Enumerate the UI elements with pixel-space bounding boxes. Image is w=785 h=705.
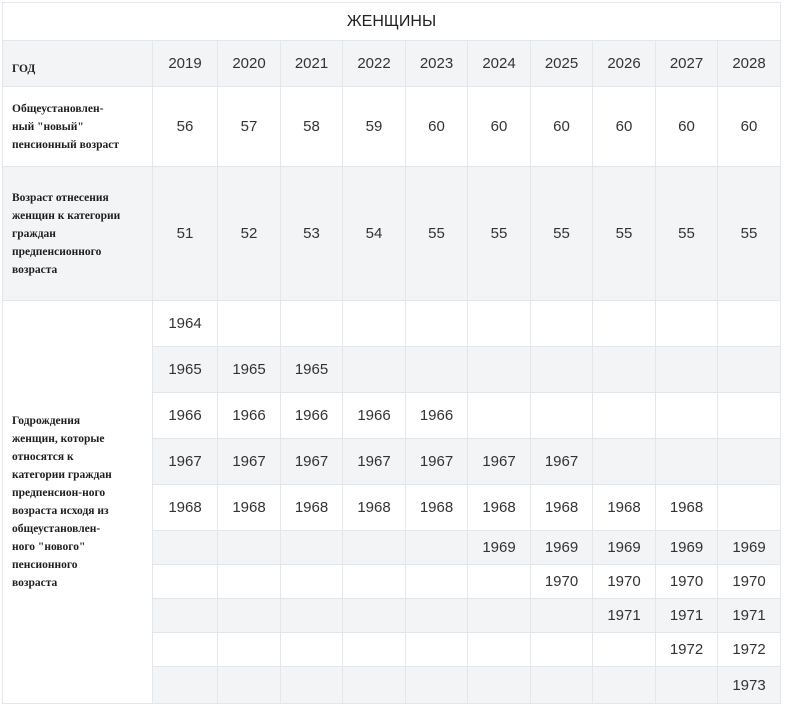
birth-year-cell (218, 633, 281, 667)
pension-age-cell: 57 (218, 87, 281, 167)
pension-age-label (3, 87, 153, 167)
pre-pension-age-cell: 55 (406, 167, 468, 301)
birth-year-cell: 1969 (718, 531, 781, 565)
birth-year-cell: 1967 (468, 439, 531, 485)
birth-years-label-line: пенсионного (12, 559, 78, 571)
birth-year-cell (531, 633, 593, 667)
birth-year-cell (153, 531, 218, 565)
birth-year-cell (218, 599, 281, 633)
birth-year-cell (593, 667, 656, 704)
birth-year-cell (531, 667, 593, 704)
birth-year-cell (593, 439, 656, 485)
pension-age-cell: 56 (153, 87, 218, 167)
birth-year-cell: 1969 (593, 531, 656, 565)
birth-year-cell (718, 485, 781, 531)
year-header-cell: 2028 (718, 41, 781, 87)
birth-year-cell (656, 667, 718, 704)
birth-year-cell (406, 301, 468, 347)
birth-year-cell (343, 667, 406, 704)
birth-year-cell (468, 393, 531, 439)
birth-year-cell: 1967 (281, 439, 343, 485)
birth-year-cell (281, 599, 343, 633)
birth-years-label-line: возраста исходя из (12, 505, 109, 517)
birth-year-cell (218, 531, 281, 565)
pension-table (2, 2, 781, 704)
birth-year-cell: 1968 (218, 485, 281, 531)
birth-years-label (3, 301, 153, 704)
pension-table-container (2, 2, 781, 704)
pre-pension-age-label (3, 167, 153, 301)
birth-year-cell: 1968 (281, 485, 343, 531)
birth-year-cell: 1972 (718, 633, 781, 667)
pre-pension-age-label-line: возраста (12, 263, 58, 276)
birth-year-cell: 1971 (718, 599, 781, 633)
pre-pension-age-cell: 55 (468, 167, 531, 301)
pension-age-cell: 60 (406, 87, 468, 167)
birth-year-cell (343, 301, 406, 347)
pre-pension-age-cell: 55 (531, 167, 593, 301)
pre-pension-age-cell: 54 (343, 167, 406, 301)
birth-year-cell: 1967 (531, 439, 593, 485)
birth-year-cell: 1968 (656, 485, 718, 531)
pension-age-cell: 60 (468, 87, 531, 167)
birth-year-cell (153, 633, 218, 667)
pre-pension-age-label-line: женщин к категории (12, 209, 121, 222)
pension-age-row (3, 87, 781, 167)
birth-year-cell (656, 393, 718, 439)
pre-pension-age-cell: 55 (718, 167, 781, 301)
birth-year-cell (468, 633, 531, 667)
pension-age-cell: 60 (531, 87, 593, 167)
birth-year-cell (718, 347, 781, 393)
year-header-cell: 2024 (468, 41, 531, 87)
birth-year-cell (656, 347, 718, 393)
birth-years-label-line: категории граждан (12, 469, 112, 481)
birth-year-cell (218, 301, 281, 347)
birth-year-cell: 1971 (656, 599, 718, 633)
birth-year-cell: 1971 (593, 599, 656, 633)
birth-year-cell: 1966 (218, 393, 281, 439)
birth-year-cell (218, 565, 281, 599)
birth-year-cell: 1968 (531, 485, 593, 531)
birth-year-cell (406, 667, 468, 704)
birth-year-cell: 1966 (406, 393, 468, 439)
birth-year-cell (406, 347, 468, 393)
birth-year-cell (656, 301, 718, 347)
birth-years-label-line: относятся к (12, 451, 74, 463)
pre-pension-age-cell: 55 (593, 167, 656, 301)
year-header-cell: 2027 (656, 41, 718, 87)
birth-year-cell: 1966 (281, 393, 343, 439)
birth-year-cell: 1966 (153, 393, 218, 439)
pre-pension-age-label-line: граждан (12, 227, 56, 240)
birth-year-cell (593, 393, 656, 439)
birth-year-cell (468, 667, 531, 704)
birth-year-cell (153, 667, 218, 704)
birth-year-cell: 1968 (593, 485, 656, 531)
birth-year-cell (593, 633, 656, 667)
birth-years-label-line: женщин, которые (12, 433, 105, 445)
pre-pension-age-cell: 52 (218, 167, 281, 301)
pre-pension-age-cell: 51 (153, 167, 218, 301)
birth-year-cell (281, 633, 343, 667)
birth-year-cell (343, 599, 406, 633)
birth-year-cell (468, 565, 531, 599)
birth-year-cell (281, 667, 343, 704)
birth-year-cell: 1969 (656, 531, 718, 565)
birth-year-cell: 1967 (406, 439, 468, 485)
birth-year-cell (468, 347, 531, 393)
pension-age-cell: 60 (593, 87, 656, 167)
birth-year-cell (406, 633, 468, 667)
birth-year-cell (406, 565, 468, 599)
pension-age-cell: 60 (656, 87, 718, 167)
year-header-label: ГОД (3, 41, 153, 87)
birth-year-cell (593, 301, 656, 347)
birth-year-cell (281, 531, 343, 565)
birth-year-cell: 1964 (153, 301, 218, 347)
birth-year-cell: 1973 (718, 667, 781, 704)
birth-year-cell (153, 599, 218, 633)
pension-age-cell: 60 (718, 87, 781, 167)
pre-pension-age-cell: 53 (281, 167, 343, 301)
birth-year-cell (218, 667, 281, 704)
pre-pension-age-cell: 55 (656, 167, 718, 301)
birth-year-cell: 1968 (406, 485, 468, 531)
birth-years-label-line: предпенсион-ного (12, 487, 106, 499)
birth-year-cell: 1968 (343, 485, 406, 531)
birth-year-cell (656, 439, 718, 485)
birth-year-cell (593, 347, 656, 393)
birth-year-cell (343, 531, 406, 565)
birth-year-cell: 1965 (218, 347, 281, 393)
birth-year-cell: 1972 (656, 633, 718, 667)
birth-year-cell: 1970 (656, 565, 718, 599)
year-header-row (3, 41, 781, 87)
birth-years-label-line: Годрождения (12, 415, 81, 427)
pension-age-label-line: ный "новый" (12, 120, 84, 133)
year-header-cell: 2023 (406, 41, 468, 87)
pre-pension-age-row (3, 167, 781, 301)
birth-year-cell (718, 301, 781, 347)
pre-pension-age-label-line: Возраст отнесения (12, 191, 109, 204)
pension-age-label-line: Общеустановлен- (12, 102, 104, 115)
birth-year-cell (468, 599, 531, 633)
birth-year-cell: 1967 (153, 439, 218, 485)
birth-year-cell: 1967 (218, 439, 281, 485)
birth-year-cell: 1968 (153, 485, 218, 531)
birth-year-row (3, 301, 781, 347)
birth-year-cell (343, 565, 406, 599)
birth-year-cell: 1969 (468, 531, 531, 565)
pension-age-cell: 59 (343, 87, 406, 167)
pension-age-cell: 58 (281, 87, 343, 167)
birth-year-cell (718, 439, 781, 485)
birth-years-label-line: ного "нового" (12, 541, 86, 553)
year-header-cell: 2021 (281, 41, 343, 87)
birth-year-cell (531, 393, 593, 439)
birth-year-cell (153, 565, 218, 599)
birth-year-cell (531, 301, 593, 347)
year-header-cell: 2020 (218, 41, 281, 87)
pension-age-label-line: пенсионный возраст (12, 138, 119, 151)
birth-year-cell: 1969 (531, 531, 593, 565)
birth-year-cell: 1970 (531, 565, 593, 599)
birth-year-cell: 1967 (343, 439, 406, 485)
birth-year-cell (718, 393, 781, 439)
year-header-cell: 2026 (593, 41, 656, 87)
birth-year-cell (468, 301, 531, 347)
birth-year-cell (281, 565, 343, 599)
birth-year-cell (406, 599, 468, 633)
birth-year-cell (343, 633, 406, 667)
pre-pension-age-label-line: предпенсионного (12, 245, 102, 258)
birth-year-cell: 1970 (593, 565, 656, 599)
birth-year-cell: 1965 (281, 347, 343, 393)
birth-year-cell (343, 347, 406, 393)
birth-years-label-line: общеустановлен- (12, 523, 101, 535)
birth-year-cell (406, 531, 468, 565)
birth-years-label-line: возраста (12, 577, 58, 589)
birth-year-cell: 1966 (343, 393, 406, 439)
table-title: ЖЕНЩИНЫ (3, 3, 781, 41)
year-header-cell: 2019 (153, 41, 218, 87)
birth-year-cell (531, 347, 593, 393)
year-header-cell: 2025 (531, 41, 593, 87)
birth-year-cell: 1970 (718, 565, 781, 599)
year-header-cell: 2022 (343, 41, 406, 87)
title-row (3, 3, 781, 41)
birth-year-cell: 1965 (153, 347, 218, 393)
birth-year-cell (531, 599, 593, 633)
birth-year-cell (281, 301, 343, 347)
birth-year-cell: 1968 (468, 485, 531, 531)
